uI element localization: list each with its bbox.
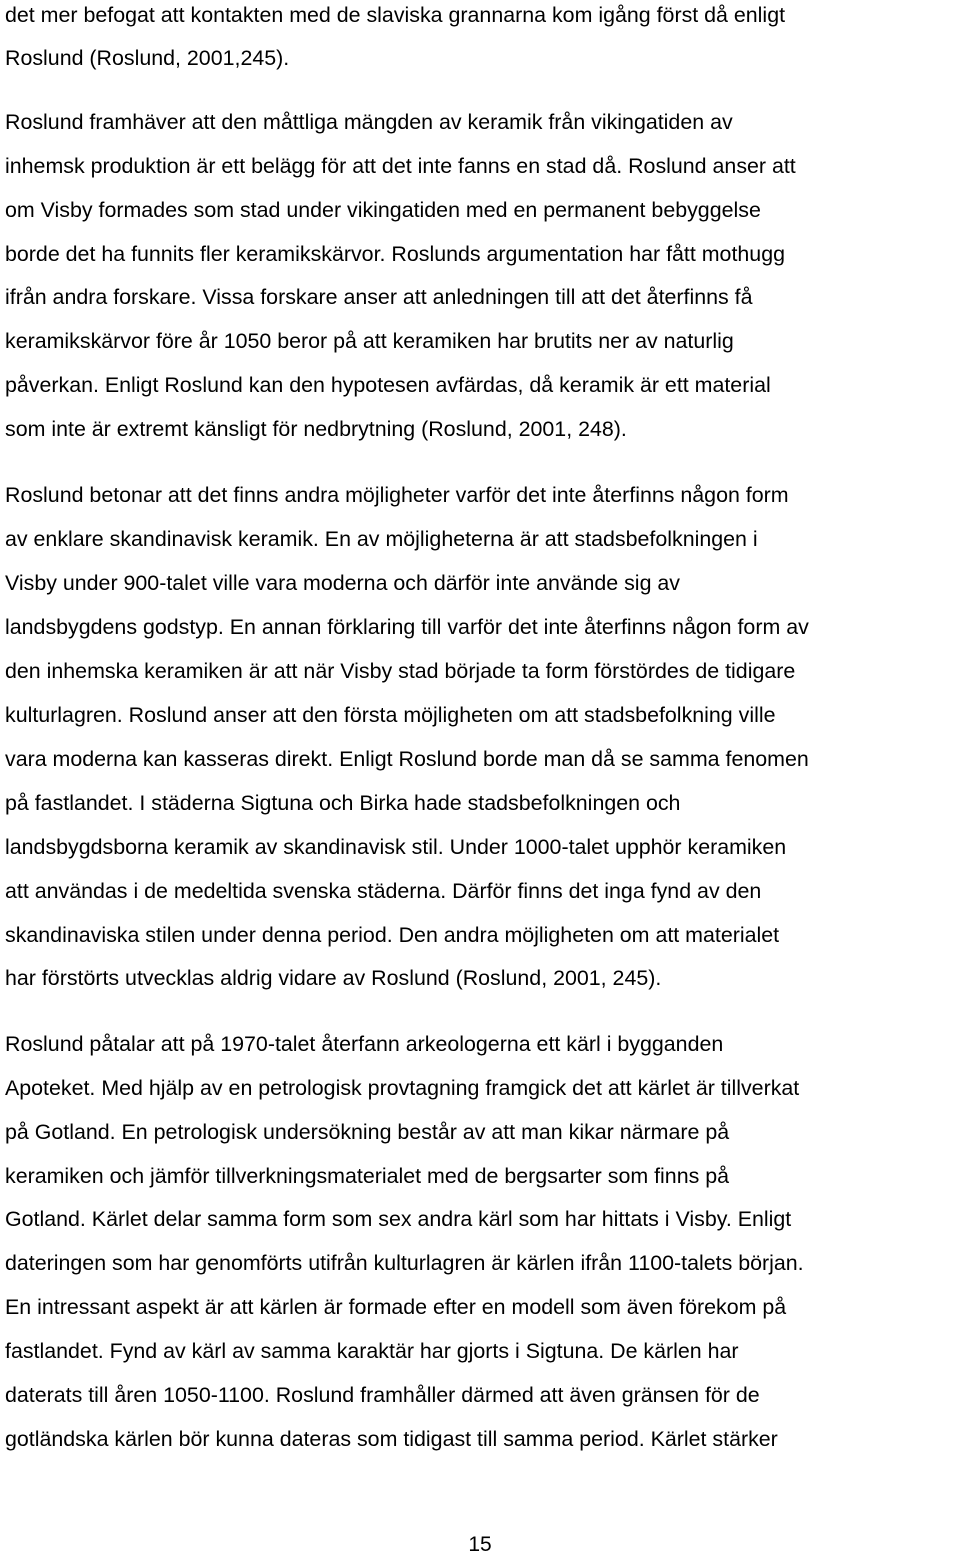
- text-line: kulturlagren. Roslund anser att den första möjligheten om att stadsbefolkning ville: [5, 703, 776, 727]
- text-line: keramikskärvor före år 1050 beror på att keramiken har brutits ner av naturlig: [5, 329, 734, 353]
- text-line: om Visby formades som stad under vikingatiden med en permanent bebyggelse: [5, 198, 761, 222]
- text-line: ifrån andra forskare. Vissa forskare anser att anledningen till att det återfinns få: [5, 285, 753, 309]
- page-number: 15: [468, 1533, 492, 1556]
- text-line: fastlandet. Fynd av kärl av samma karaktär har gjorts i Sigtuna. De kärlen har: [5, 1339, 739, 1363]
- text-line: Roslund (Roslund, 2001,245).: [5, 46, 290, 70]
- text-line: landsbygdens godstyp. En annan förklaring till varför det inte återfinns någon form av: [5, 615, 809, 639]
- text-line: Gotland. Kärlet delar samma form som sex andra kärl som har hittats i Visby. Enligt: [5, 1207, 792, 1231]
- text-line: En intressant aspekt är att kärlen är formade efter en modell som även förekom på: [5, 1295, 787, 1319]
- text-line: på Gotland. En petrologisk undersökning består av att man kikar närmare på: [5, 1120, 730, 1144]
- text-line: Roslund framhäver att den måttliga mängden av keramik från vikingatiden av: [5, 110, 733, 134]
- text-line: Roslund påtalar att på 1970-talet återfann arkeologerna ett kärl i bygganden: [5, 1032, 724, 1056]
- text-line: att användas i de medeltida svenska städerna. Därför finns det inga fynd av den: [5, 879, 762, 903]
- text-line: gotländska kärlen bör kunna dateras som tidigast till samma period. Kärlet stärker: [5, 1427, 778, 1451]
- text-line: har förstörts utvecklas aldrig vidare av Roslund (Roslund, 2001, 245).: [5, 966, 662, 990]
- text-line: av enklare skandinavisk keramik. En av möjligheterna är att stadsbefolkningen i: [5, 527, 758, 551]
- text-line: det mer befogat att kontakten med de slaviska grannarna kom igång först då enligt: [5, 3, 786, 27]
- text-line: keramiken och jämför tillverkningsmaterialet med de bergsarter som finns på: [5, 1164, 730, 1188]
- text-line: inhemsk produktion är ett belägg för att det inte fanns en stad då. Roslund anser att: [5, 154, 796, 178]
- text-line: den inhemska keramiken är att när Visby stad började ta form förstördes de tidigare: [5, 659, 796, 683]
- text-line: landsbygdsborna keramik av skandinavisk stil. Under 1000-talet upphör keramiken: [5, 835, 787, 859]
- text-line: påverkan. Enligt Roslund kan den hypotesen avfärdas, då keramik är ett material: [5, 373, 771, 397]
- text-line: vara moderna kan kasseras direkt. Enligt Roslund borde man då se samma fenomen: [5, 747, 809, 771]
- text-line: som inte är extremt känsligt för nedbrytning (Roslund, 2001, 248).: [5, 417, 627, 441]
- text-line: Roslund betonar att det finns andra möjligheter varför det inte återfinns någon form: [5, 483, 789, 507]
- text-line: Apoteket. Med hjälp av en petrologisk provtagning framgick det att kärlet är tillverkat: [5, 1076, 800, 1100]
- text-line: på fastlandet. I städerna Sigtuna och Birka hade stadsbefolkningen och: [5, 791, 681, 815]
- text-line: dateringen som har genomförts utifrån kulturlagren är kärlen ifrån 1100-talets början.: [5, 1251, 804, 1275]
- text-line: Visby under 900-talet ville vara moderna och därför inte använde sig av: [5, 571, 680, 595]
- text-line: skandinaviska stilen under denna period. Den andra möjligheten om att materialet: [5, 923, 780, 947]
- text-line: borde det ha funnits fler keramikskärvor. Roslunds argumentation har fått mothugg: [5, 242, 785, 266]
- text-line: daterats till åren 1050-1100. Roslund framhåller därmed att även gränsen för de: [5, 1383, 760, 1407]
